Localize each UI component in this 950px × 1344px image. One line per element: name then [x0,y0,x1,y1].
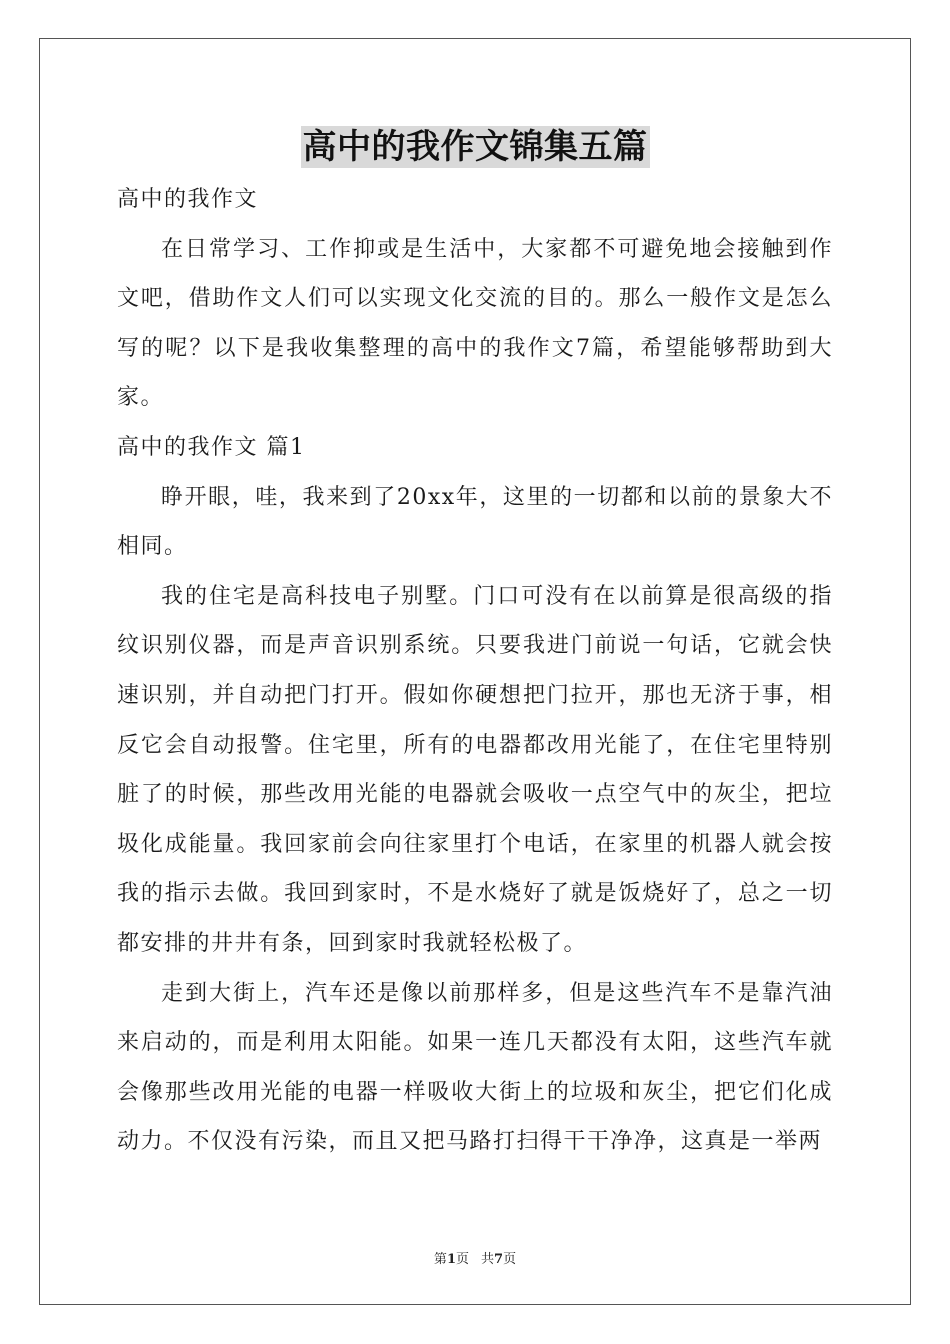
body-paragraph: 走到大街上，汽车还是像以前那样多，但是这些汽车不是靠汽油来启动的，而是利用太阳能。如果一连几天都没有太阳，这些汽车就会像那些改用光能的电器一样吸收大街上的垃圾和灰尘，把它们化成动力。不仅没有污染，而且又把马路打扫得干干净净，这真是一举两 [117,980,833,1155]
document-title: 高中的我作文锦集五篇 [302,127,648,167]
page-number: 1 [446,1252,456,1267]
section-heading: 高中的我作文 篇1 [117,434,306,460]
intro-paragraph: 在日常学习、工作抑或是生活中，大家都不可避免地会接触到作文吧，借助作文人们可以实现文化交流的目的。那么一般作文是怎么写的呢？以下是我收集整理的高中的我作文7篇，希望能够帮助到大家。 [117,236,833,411]
body-paragraph: 我的住宅是高科技电子别墅。门口可没有在以前算是很高级的指纹识别仪器，而是声音识别系统。只要我进门前说一句话，它就会快速识别，并自动把门打开。假如你硬想把门拉开，那也无济于事，相反它会自动报警。住宅里，所有的电器都改用光能了，在住宅里特别脏了的时候，那些改用光能的电器就会吸收一点空气中的灰尘，把垃圾化成能量。我回家前会向往家里打个电话，在家里的机器人就会按我的指示去做。我回到家时，不是水烧好了就是饭烧好了，总之一切都安排的井井有条，回到家时我就轻松极了。 [117,583,833,956]
page-suffix: 页 [455,1252,469,1267]
section-heading: 高中的我作文 [117,187,259,212]
page-footer [0,1248,950,1267]
total-prefix: 共 [481,1252,495,1267]
total-pages: 7 [494,1252,504,1267]
page-prefix: 第 [433,1252,447,1267]
document-body [117,175,833,1167]
total-suffix: 页 [503,1252,517,1267]
title-container [0,126,950,168]
body-paragraph: 睁开眼，哇，我来到了20xx年，这里的一切都和以前的景象大不相同。 [117,484,833,560]
